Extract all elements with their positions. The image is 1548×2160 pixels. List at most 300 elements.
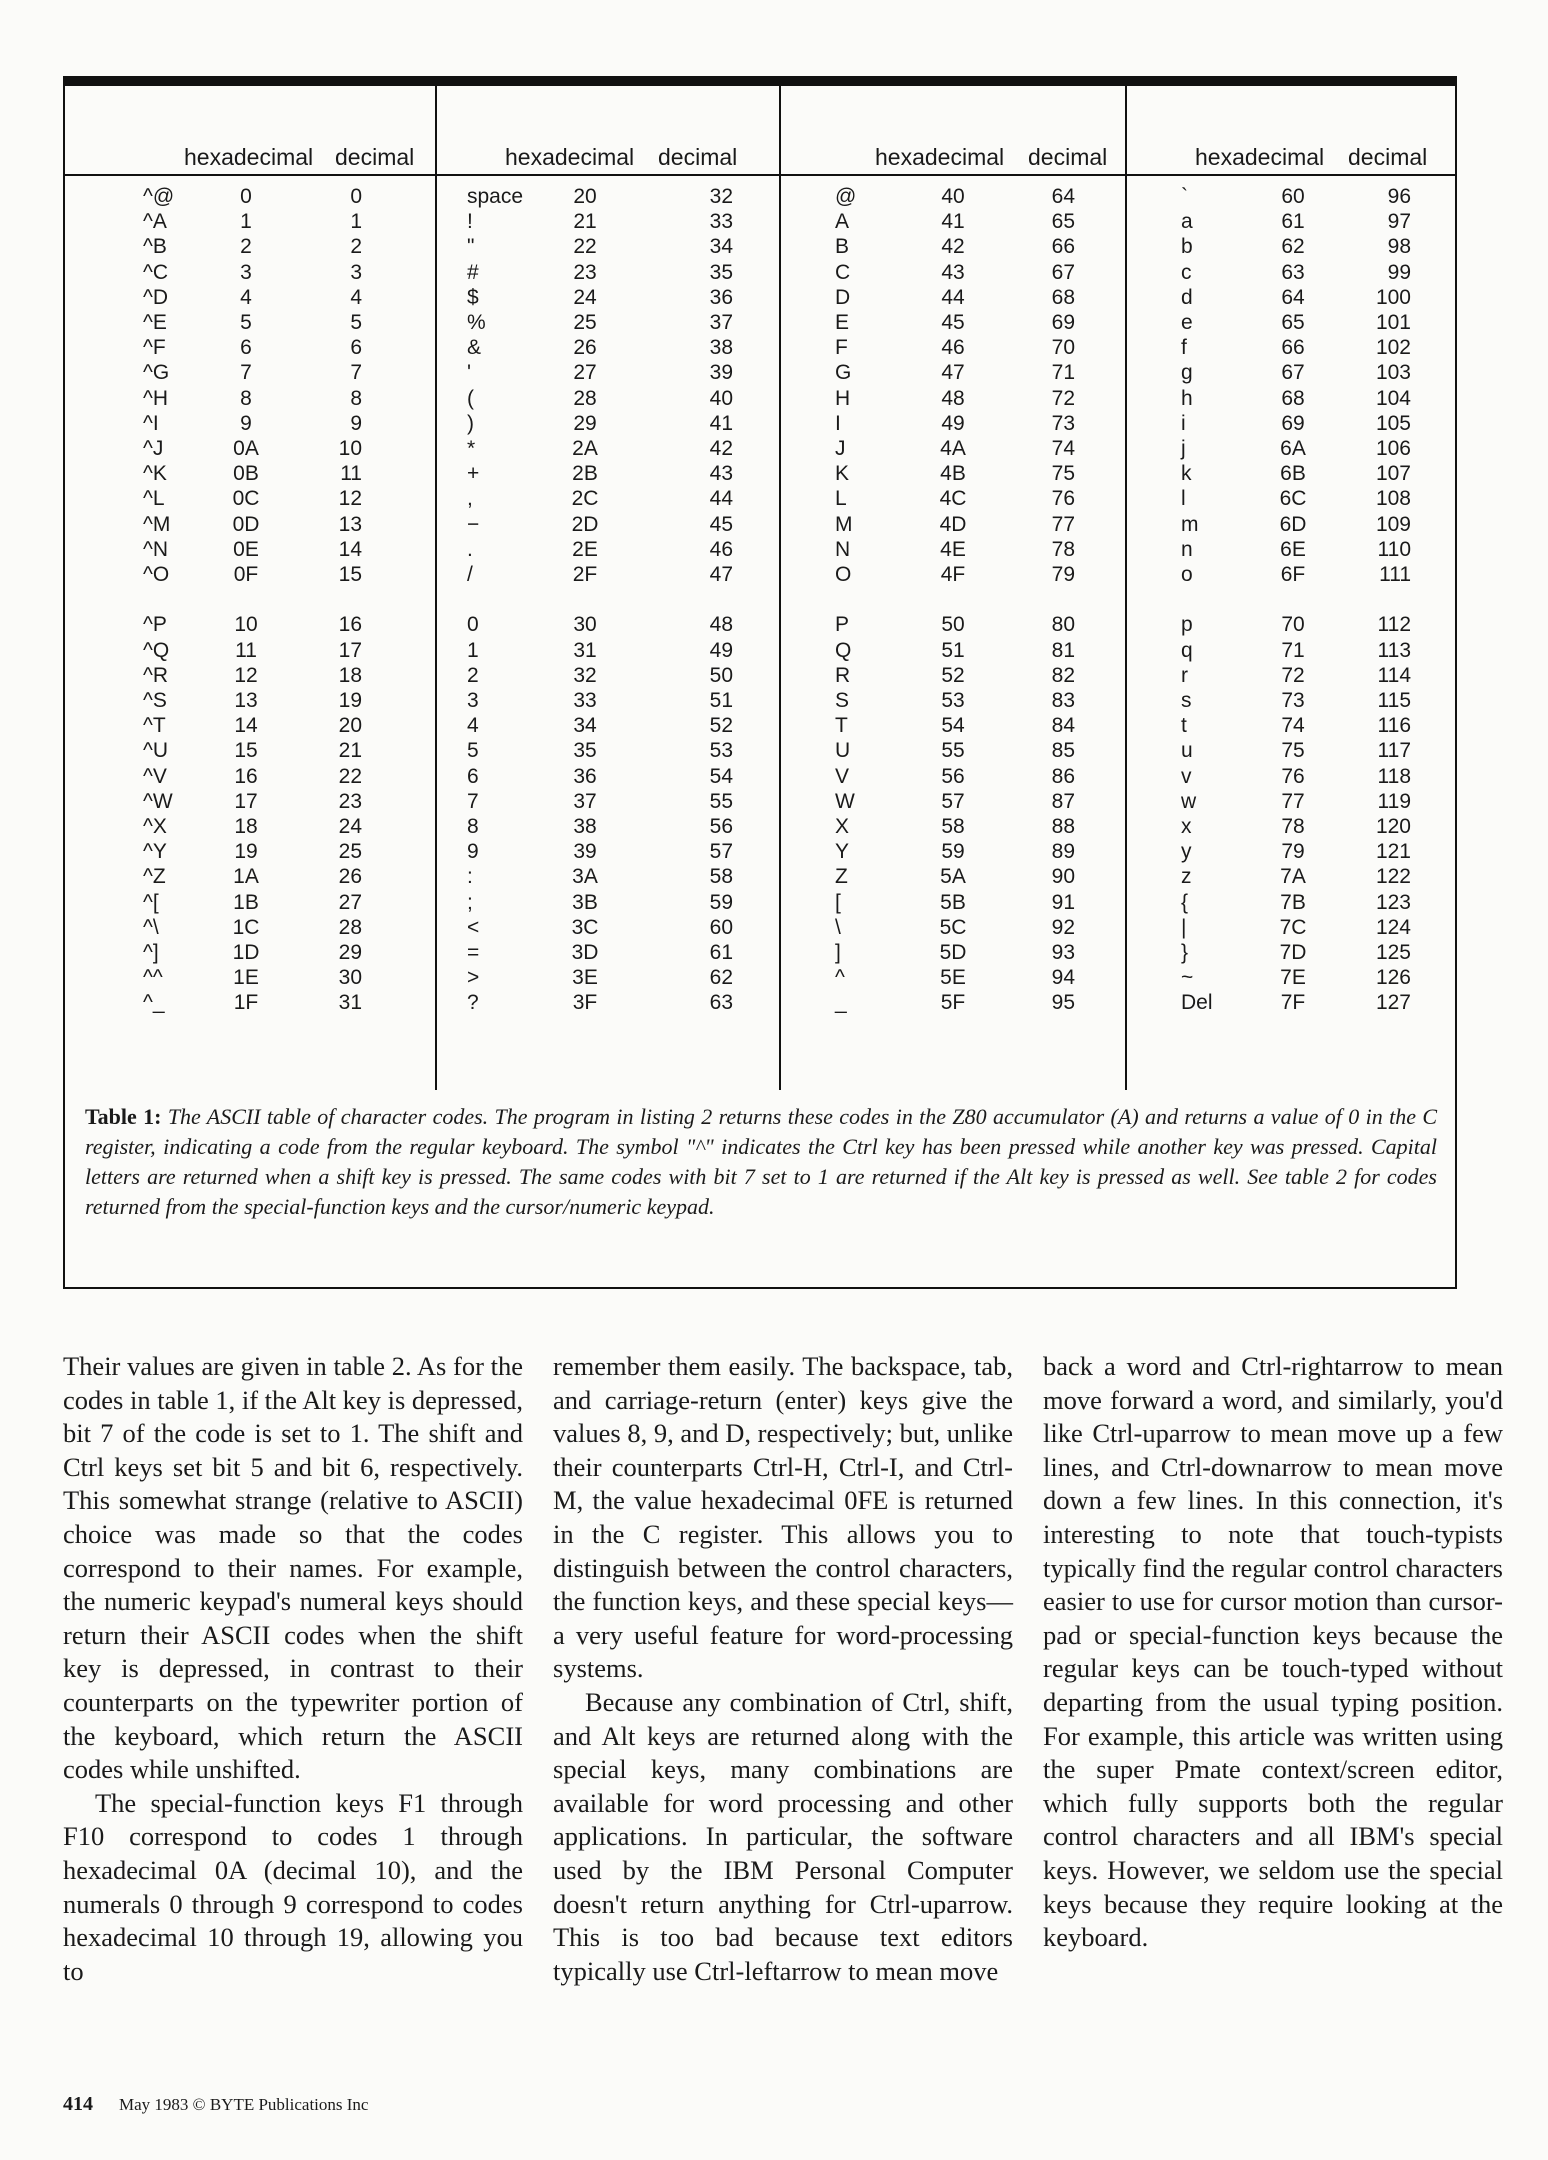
table-cell-dec: 103	[1375, 361, 1411, 385]
table-cell-hex: 10	[234, 613, 258, 637]
table-cell-dec: 71	[1051, 361, 1075, 385]
table-cell-hex: 36	[573, 764, 597, 788]
table-cell-hex: 9	[240, 411, 252, 435]
table-cell-hex: 64	[1281, 285, 1305, 309]
table-cell-dec: 48	[709, 613, 733, 637]
table-cell-dec: 35	[709, 260, 733, 284]
table-cell-char: j	[1181, 437, 1186, 460]
table-cell-hex: 3F	[572, 991, 598, 1015]
table-cell-hex: 31	[573, 638, 597, 662]
table-cell-hex: 1C	[232, 915, 260, 939]
table-cell-dec: 93	[1051, 941, 1075, 964]
table-caption	[85, 1102, 1437, 1222]
table-cell-hex: 6	[240, 336, 252, 360]
table-cell-hex: 0A	[233, 437, 259, 460]
table-cell-hex: 58	[941, 815, 965, 838]
table-cell-dec: 86	[1051, 764, 1075, 788]
table-cell-dec: 45	[709, 512, 733, 536]
table-cell-char: ^Y	[143, 840, 167, 864]
table-cell-dec: 8	[350, 386, 362, 410]
caption-label: Table 1:	[85, 1104, 162, 1129]
table-cell-char: /	[467, 563, 473, 586]
table-cell-hex: 25	[573, 311, 597, 334]
table-cell-hex: 72	[1281, 663, 1305, 687]
table-cell-char: ^T	[143, 714, 166, 738]
table-cell-dec: 94	[1051, 966, 1075, 990]
table-cell-hex: 8	[240, 386, 252, 410]
header-decimal: decimal	[1348, 144, 1428, 170]
table-cell-dec: 25	[338, 840, 362, 864]
table-cell-char: Del	[1181, 991, 1213, 1015]
table-cell-hex: 50	[941, 613, 965, 637]
table-cell-hex: 41	[941, 210, 965, 234]
table-cell-dec: 11	[340, 462, 362, 486]
table-cell-char: H	[835, 386, 851, 410]
table-cell-char: X	[835, 815, 850, 838]
table-cell-char: 4	[467, 714, 479, 738]
table-cell-hex: 44	[941, 285, 965, 309]
table-cell-hex: 17	[234, 789, 258, 813]
table-cell-dec: 69	[1051, 311, 1075, 334]
table-cell-char: `	[1181, 185, 1188, 208]
table-cell-dec: 52	[709, 714, 733, 738]
table-cell-hex: 5D	[939, 941, 967, 964]
table-cell-dec: 13	[338, 512, 362, 536]
table-cell-hex: 69	[1281, 411, 1305, 435]
table-cell-hex: 4B	[940, 462, 966, 486]
table-cell-char: 6	[467, 764, 479, 788]
table-cell-dec: 107	[1375, 462, 1411, 486]
column-divider	[1125, 86, 1127, 1090]
table-cell-char: ,	[467, 487, 473, 511]
table-cell-hex: 4A	[940, 437, 966, 460]
table-cell-hex: 76	[1281, 764, 1305, 788]
table-cell-hex: 6E	[1280, 537, 1306, 561]
table-cell-hex: 2B	[572, 462, 598, 486]
table-cell-dec: 104	[1375, 386, 1411, 410]
table-cell-char: _	[835, 991, 847, 1015]
paragraph: Because any combination of Ctrl, shift, and Alt keys are returned along with the special keys, many combinations are available for word processing and other applications. In particular, the software used by the IBM Personal Computer doesn't return anything for Ctrl-uparrow. This is too bad because text editors typically use Ctrl-leftarrow to mean move	[553, 1686, 1013, 1986]
table-cell-hex: 2A	[572, 437, 598, 460]
table-cell-dec: 124	[1375, 915, 1411, 939]
table-cell-dec: 46	[709, 537, 733, 561]
table-cell-hex: 70	[1281, 613, 1305, 637]
table-cell-hex: 26	[573, 336, 597, 360]
table-cell-char: Q	[835, 638, 852, 662]
table-cell-char: Y	[835, 840, 850, 864]
table-cell-char: U	[835, 739, 851, 763]
table-cell-char: $	[467, 285, 479, 309]
table-cell-char: ^A	[143, 210, 167, 234]
table-cell-hex: 27	[573, 361, 597, 385]
table-cell-hex: 1	[240, 210, 252, 234]
ascii-table	[63, 76, 1457, 1289]
table-cell-char: l	[1181, 487, 1186, 511]
table-cell-hex: 47	[941, 361, 965, 385]
table-cell-hex: 6A	[1280, 437, 1306, 460]
table-cell-hex: 57	[941, 789, 965, 813]
table-cell-dec: 6	[350, 336, 362, 360]
header-hexadecimal: hexadecimal	[875, 144, 1005, 170]
header-decimal: decimal	[335, 144, 415, 170]
table-cell-dec: 31	[338, 991, 362, 1015]
table-cell-hex: 24	[573, 285, 597, 309]
table-cell-char: +	[467, 462, 480, 486]
table-cell-hex: 2E	[572, 537, 598, 561]
table-cell-hex: 45	[941, 311, 965, 334]
table-cell-char: ^I	[143, 411, 159, 435]
table-cell-hex: 38	[573, 815, 597, 838]
table-cell-char: ^Q	[143, 638, 170, 662]
table-cell-char: \	[835, 915, 841, 939]
table-cell-hex: 53	[941, 689, 965, 712]
table-cell-dec: 83	[1051, 689, 1075, 712]
table-cell-dec: 30	[338, 966, 362, 990]
table-cell-dec: 58	[709, 865, 733, 889]
table-cell-hex: 61	[1281, 210, 1305, 234]
table-cell-char: N	[835, 537, 851, 561]
table-cell-char: V	[835, 764, 850, 788]
table-cell-dec: 21	[338, 739, 362, 763]
table-cell-dec: 68	[1051, 285, 1075, 309]
table-cell-dec: 62	[709, 966, 733, 990]
caption-text: The ASCII table of character codes. The program in listing 2 returns these codes in the Z80 accumulator (A) and returns a value of 0 in the C register, indicating a code from the regular keyboard. The symbol "^" indicates the Ctrl key has been pressed while another key was pressed. Capital letters are returned when a shift key is pressed. The same codes with bit 7 set to 1 are returned if the Alt key is pressed as well. See table 2 for codes returned from the special-function keys and the cursor/numeric keypad.	[85, 1104, 1437, 1219]
table-cell-hex: 5F	[940, 991, 966, 1015]
table-cell-char: ^[	[143, 890, 159, 914]
table-cell-dec: 112	[1377, 613, 1411, 637]
table-cell-char: ^Z	[143, 865, 166, 889]
body-column-3	[1043, 1350, 1503, 1955]
table-cell-char: )	[467, 411, 474, 435]
table-cell-dec: 67	[1051, 260, 1075, 284]
page-footer	[63, 2093, 368, 2116]
table-cell-char: i	[1181, 411, 1186, 435]
table-cell-dec: 37	[709, 311, 733, 334]
table-cell-char: ^^	[143, 966, 163, 990]
table-cell-hex: 7E	[1280, 966, 1306, 990]
table-cell-dec: 39	[709, 361, 733, 385]
table-cell-char: c	[1181, 260, 1192, 284]
table-cell-hex: 4E	[940, 537, 966, 561]
table-cell-hex: 4	[240, 285, 252, 309]
table-cell-hex: 19	[234, 840, 258, 864]
table-cell-char: t	[1181, 714, 1187, 738]
table-cell-hex: 66	[1281, 336, 1305, 360]
table-cell-hex: 2D	[571, 512, 599, 536]
table-cell-char: ^]	[143, 941, 159, 964]
table-cell-dec: 24	[338, 815, 362, 838]
header-decimal: decimal	[1028, 144, 1108, 170]
table-cell-char: F	[835, 336, 848, 360]
table-cell-char: =	[467, 941, 480, 964]
table-cell-hex: 20	[573, 185, 597, 208]
table-cell-dec: 117	[1377, 739, 1411, 763]
table-cell-char: |	[1181, 915, 1187, 939]
table-cell-dec: 80	[1051, 613, 1075, 637]
table-cell-dec: 92	[1051, 915, 1075, 939]
table-cell-dec: 18	[338, 663, 362, 687]
table-cell-hex: 39	[573, 840, 597, 864]
table-cell-hex: 71	[1281, 638, 1305, 662]
table-cell-char: q	[1181, 638, 1193, 662]
table-cell-hex: 4F	[940, 563, 966, 586]
table-cell-dec: 66	[1051, 235, 1075, 259]
table-cell-char: space	[467, 185, 524, 208]
table-cell-char: ^_	[143, 991, 165, 1015]
header-decimal: decimal	[658, 144, 738, 170]
table-cell-dec: 122	[1375, 865, 1411, 889]
table-cell-dec: 38	[709, 336, 733, 360]
table-cell-char: ;	[467, 890, 473, 914]
table-cell-dec: 64	[1051, 185, 1075, 208]
table-cell-char: 9	[467, 840, 479, 864]
table-cell-dec: 114	[1377, 663, 1411, 687]
table-cell-hex: 7C	[1279, 915, 1307, 939]
table-cell-char: ^W	[143, 789, 173, 813]
table-cell-hex: 75	[1281, 739, 1305, 763]
table-cell-char: ^J	[143, 437, 164, 460]
table-cell-hex: 62	[1281, 235, 1305, 259]
table-cell-dec: 81	[1051, 638, 1075, 662]
table-cell-char: ^C	[143, 260, 169, 284]
table-cell-hex: 52	[941, 663, 965, 687]
table-cell-hex: 21	[573, 210, 597, 234]
table-cell-char: w	[1181, 789, 1197, 813]
table-cell-hex: 0F	[233, 563, 259, 586]
table-cell-dec: 120	[1375, 815, 1411, 838]
table-cell-char: ^H	[143, 386, 169, 410]
table-cell-dec: 87	[1051, 789, 1075, 813]
table-cell-hex: 3	[240, 260, 252, 284]
table-cell-dec: 55	[709, 789, 733, 813]
table-cell-dec: 65	[1051, 210, 1075, 234]
table-cell-char: 7	[467, 789, 479, 813]
table-cell-char: ^	[835, 966, 845, 990]
table-cell-dec: 99	[1387, 260, 1411, 284]
table-cell-char: 5	[467, 739, 479, 763]
table-cell-hex: 29	[573, 411, 597, 435]
table-cell-char: d	[1181, 285, 1193, 309]
table-cell-char: R	[835, 663, 851, 687]
table-cell-dec: 15	[338, 563, 362, 586]
table-cell-hex: 0C	[232, 487, 260, 511]
table-cell-hex: 30	[573, 613, 597, 637]
table-cell-dec: 28	[338, 915, 362, 939]
table-cell-char: ^K	[143, 462, 167, 486]
table-cell-char: y	[1181, 840, 1192, 864]
table-cell-char: >	[467, 966, 480, 990]
table-cell-dec: 32	[709, 185, 733, 208]
table-cell-char: ]	[835, 941, 841, 964]
table-cell-hex: 22	[573, 235, 597, 259]
paragraph: remember them easily. The backspace, tab, and carriage-return (enter) keys give the values 8, 9, and D, respectively; but, unlike their counterparts Ctrl-H, Ctrl-I, and Ctrl-M, the value hexadecimal 0FE is returned in the C register. This allows you to distinguish between the control characters, the function keys, and these special keys—a very useful feature for word-processing systems.	[553, 1351, 1013, 1684]
table-cell-hex: 15	[234, 739, 258, 763]
table-cell-dec: 34	[709, 235, 733, 259]
table-cell-hex: 1F	[233, 991, 259, 1015]
table-cell-dec: 115	[1377, 689, 1411, 712]
table-cell-char: n	[1181, 537, 1193, 561]
table-cell-hex: 68	[1281, 386, 1305, 410]
table-cell-dec: 12	[338, 487, 362, 511]
table-cell-dec: 0	[350, 185, 362, 208]
table-cell-dec: 77	[1051, 512, 1075, 536]
table-cell-dec: 44	[709, 487, 733, 511]
table-cell-dec: 9	[350, 411, 362, 435]
table-cell-dec: 108	[1375, 487, 1411, 511]
table-cell-dec: 63	[709, 991, 733, 1015]
table-cell-dec: 51	[709, 689, 733, 712]
table-cell-hex: 12	[234, 663, 258, 687]
table-cell-dec: 98	[1387, 235, 1411, 259]
paragraph: Their values are given in table 2. As for the codes in table 1, if the Alt key is depressed, bit 7 of the code is set to 1. The shift and Ctrl keys set bit 5 and bit 6, respectively. This somewhat strange (relative to ASCII) choice was made so that the codes correspond to their names. For example, the numeric keypad's numeral keys should return their ASCII codes when the shift key is depressed, in contrast to their counterparts on the typewriter portion of the keyboard, which return the ASCII codes while unshifted.	[63, 1351, 523, 1785]
table-cell-char: K	[835, 462, 850, 486]
table-cell-char: %	[467, 311, 486, 334]
table-cell-char: P	[835, 613, 850, 637]
table-cell-hex: 1B	[233, 890, 259, 914]
table-cell-char: @	[835, 185, 857, 208]
table-cell-dec: 127	[1375, 991, 1411, 1015]
table-cell-hex: 7D	[1279, 941, 1307, 964]
table-cell-dec: 73	[1051, 411, 1075, 435]
table-cell-dec: 89	[1051, 840, 1075, 864]
table-cell-dec: 60	[709, 915, 733, 939]
table-cell-dec: 20	[338, 714, 362, 738]
table-cell-dec: 29	[338, 941, 362, 964]
table-cell-dec: 23	[338, 789, 362, 813]
table-cell-char: L	[835, 487, 847, 511]
table-cell-char: v	[1181, 764, 1192, 788]
table-cell-hex: 33	[573, 689, 597, 712]
table-cell-dec: 113	[1377, 638, 1411, 662]
table-cell-char: ^M	[143, 512, 171, 536]
table-cell-char: u	[1181, 739, 1193, 763]
table-cell-hex: 14	[234, 714, 258, 738]
table-cell-char: ^D	[143, 285, 169, 309]
table-cell-hex: 4C	[939, 487, 967, 511]
table-cell-dec: 97	[1387, 210, 1411, 234]
table-cell-char: ~	[1181, 966, 1194, 990]
table-cell-dec: 70	[1051, 336, 1075, 360]
table-cell-dec: 79	[1051, 563, 1075, 586]
table-cell-char: g	[1181, 361, 1193, 385]
table-cell-dec: 54	[709, 764, 733, 788]
paragraph: back a word and Ctrl-rightarrow to mean move forward a word, and similarly, you'd like Ctrl-uparrow to mean move up a few lines, and Ctrl-downarrow to mean move down a few lines. In this connection, it's interesting to note that touch-typists typically find the regular control characters easier to use for cursor motion than cursor-pad or special-function keys because the regular keys can be touch-typed without departing from the usual typing position. For example, this article was written using the super Pmate context/screen editor, which fully supports both the regular control characters and all IBM's special keys. However, we seldom use the special keys because they require looking at the keyboard.	[1043, 1351, 1503, 1953]
table-cell-char: h	[1181, 386, 1193, 410]
table-cell-char: {	[1181, 890, 1189, 914]
table-cell-dec: 91	[1051, 890, 1075, 914]
table-cell-char: f	[1181, 336, 1187, 360]
table-cell-char: ^\	[143, 915, 159, 939]
footer-text: May 1983 © BYTE Publications Inc	[119, 2095, 369, 2114]
table-cell-char: D	[835, 285, 851, 309]
table-cell-char: 0	[467, 613, 479, 637]
table-cell-hex: 13	[234, 689, 258, 712]
table-cell-char: ^X	[143, 815, 167, 838]
table-cell-hex: 23	[573, 260, 597, 284]
table-cell-char: I	[835, 411, 841, 435]
table-cell-hex: 3E	[572, 966, 598, 990]
table-cell-char: ^S	[143, 689, 167, 712]
table-cell-hex: 6F	[1280, 563, 1306, 586]
table-cell-char: A	[835, 210, 850, 234]
table-cell-hex: 65	[1281, 311, 1305, 334]
table-cell-char: T	[835, 714, 848, 738]
table-cell-hex: 2F	[572, 563, 598, 586]
table-cell-hex: 32	[573, 663, 597, 687]
table-cell-char: k	[1181, 462, 1192, 486]
table-cell-hex: 2	[240, 235, 252, 259]
table-cell-hex: 0	[240, 185, 252, 208]
table-cell-dec: 116	[1377, 714, 1411, 738]
table-cell-hex: 5	[240, 311, 252, 334]
table-cell-char: ^O	[143, 563, 170, 586]
table-cell-dec: 42	[709, 437, 733, 460]
table-cell-dec: 74	[1051, 437, 1075, 460]
table-cell-dec: 26	[338, 865, 362, 889]
table-cell-char: b	[1181, 235, 1193, 259]
table-cell-hex: 1E	[233, 966, 259, 990]
table-cell-dec: 61	[709, 941, 733, 964]
table-cell-hex: 35	[573, 739, 597, 763]
table-cell-char: ^B	[143, 235, 167, 259]
table-cell-dec: 40	[709, 386, 733, 410]
table-cell-dec: 75	[1051, 462, 1075, 486]
table-cell-hex: 28	[573, 386, 597, 410]
table-cell-hex: 4D	[939, 512, 967, 536]
table-cell-char: r	[1181, 663, 1188, 687]
table-cell-dec: 102	[1375, 336, 1411, 360]
table-cell-dec: 36	[709, 285, 733, 309]
table-cell-hex: 78	[1281, 815, 1305, 838]
table-cell-dec: 95	[1051, 991, 1075, 1015]
table-cell-hex: 73	[1281, 689, 1305, 712]
table-cell-hex: 59	[941, 840, 965, 864]
table-cell-hex: 3C	[571, 915, 599, 939]
table-cell-char: m	[1181, 512, 1199, 536]
table-cell-char: J	[835, 437, 846, 460]
table-cell-hex: 0E	[233, 537, 259, 561]
table-cell-hex: 37	[573, 789, 597, 813]
table-cell-dec: 4	[350, 285, 362, 309]
table-cell-dec: 109	[1375, 512, 1411, 536]
table-cell-char: 2	[467, 663, 479, 687]
table-cell-dec: 106	[1375, 437, 1411, 460]
table-cell-hex: 34	[573, 714, 597, 738]
table-cell-char: :	[467, 865, 473, 889]
paragraph: The special-function keys F1 through F10 correspond to codes 1 through hexadecimal 0A (decimal 10), and the numerals 0 through 9 correspond to codes hexadecimal 10 through 19, allowing you to	[63, 1787, 523, 1986]
table-cell-hex: 11	[235, 638, 257, 662]
table-cell-char: Z	[835, 865, 848, 889]
table-cell-dec: 118	[1377, 764, 1411, 788]
table-cell-hex: 5E	[940, 966, 966, 990]
header-hexadecimal: hexadecimal	[505, 144, 635, 170]
table-cell-dec: 101	[1375, 311, 1411, 334]
table-cell-hex: 0D	[232, 512, 260, 536]
table-cell-hex: 7	[240, 361, 252, 385]
table-cell-hex: 46	[941, 336, 965, 360]
table-cell-hex: 16	[234, 764, 258, 788]
table-cell-dec: 88	[1051, 815, 1075, 838]
table-cell-hex: 7A	[1280, 865, 1306, 889]
table-cell-hex: 77	[1281, 789, 1305, 813]
table-cell-dec: 17	[338, 638, 362, 662]
table-cell-char: ^P	[143, 613, 167, 637]
table-cell-hex: 6B	[1280, 462, 1306, 486]
table-cell-char: ^L	[143, 487, 165, 511]
table-cell-char: 1	[467, 638, 479, 662]
table-cell-char: W	[835, 789, 855, 813]
table-cell-char: 8	[467, 815, 479, 838]
